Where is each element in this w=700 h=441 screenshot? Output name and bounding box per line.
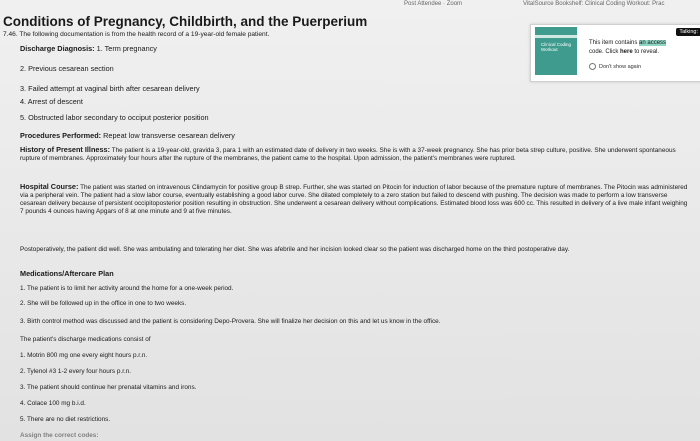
- diagnosis-1: 1. Term pregnancy: [96, 44, 157, 53]
- plan-3: 3. Birth control method was discussed and the patient is considering Depo-Provera. She will finalize her decision on this and let us know in the office.: [20, 318, 441, 325]
- med-2: 2. Tylenol #3 1-2 every four hours p.r.n.: [20, 368, 132, 375]
- popup-message-line1: [589, 40, 666, 46]
- intro-text: The following documentation is from the health record of a 19-year-old female patient.: [19, 31, 270, 38]
- meds-heading: Medications/Aftercare Plan: [20, 269, 114, 278]
- access-code-popup: [530, 24, 700, 82]
- course-paragraph: [20, 183, 692, 216]
- procedures-label: Procedures Performed:: [20, 131, 102, 140]
- hpi-label: History of Present Illness:: [20, 145, 111, 154]
- med-3: 3. The patient should continue her prenatal vitamins and irons.: [20, 384, 197, 391]
- diagnosis-5: 5. Obstructed labor secondary to occiput posterior position: [20, 113, 209, 122]
- hpi-paragraph: [20, 146, 692, 163]
- assign-codes: Assign the correct codes:: [20, 432, 99, 439]
- popup-message-text: This item contains: [589, 40, 640, 46]
- dont-show-label: Don't show again: [599, 63, 642, 70]
- discharge-label: Discharge Diagnosis:: [20, 44, 95, 53]
- med-1: 1. Motrin 800 mg one every eight hours p.r.n.: [20, 352, 148, 359]
- zoom-label: Post Attendee · Zoom: [404, 1, 463, 7]
- med-5: 5. There are no diet restrictions.: [20, 416, 111, 423]
- course-text: The patient was started on intravenous Clindamycin for positive group B strep. Further, she was started on Pitocin for induction of labor because of the premature rupture of membranes. The Pitocin was administered via a peripheral vein. The patient had a slow labor course, eventually establishing a good labor curve. She dilated completely to a zero station but failed to descend with pushing. The decision was made to perform a low transverse cesarean delivery because of persistent occipitoposterior position resulting in obstruction. She underwent a cesarean delivery without complications. Estimated blood loss was 600 cc. This resulted in delivery of a live male infant weighing 7 pounds 4 ounces having Apgars of 8 at one minute and 9 at five minutes.: [20, 184, 688, 215]
- dont-show-again-checkbox[interactable]: [589, 63, 641, 70]
- checkbox-circle-icon[interactable]: [589, 63, 596, 70]
- talking-indicator: Talking:: [676, 28, 700, 36]
- question-number: 7.46.: [3, 31, 18, 38]
- procedures-text: Repeat low transverse cesarean delivery: [103, 131, 235, 140]
- diagnosis-2: 2. Previous cesarean section: [20, 64, 114, 73]
- popup-reveal-text: to reveal.: [632, 49, 660, 55]
- top-bar: [0, 0, 700, 9]
- med-4: 4. Colace 100 mg b.i.d.: [20, 400, 86, 407]
- popup-message-line2: [589, 49, 659, 55]
- page-title: Conditions of Pregnancy, Childbirth, and the Puerperium: [3, 14, 368, 29]
- meds-intro: The patient's discharge medications consist of: [20, 336, 151, 343]
- book-cover-thumbnail: [535, 27, 577, 75]
- diagnosis-3: 3. Failed attempt at vaginal birth after cesarean delivery: [20, 84, 200, 93]
- question-intro: [3, 31, 269, 38]
- hpi-text: The patient is a 19-year-old, gravida 3, para 1 with an estimated date of delivery in two weeks. She is with a 37-week pregnancy. She has prior beta strep culture, positive. She underwent spontaneous rupture of membranes. Approximately four hours after the rupture of the membranes, the patient came to the hospital. Upon admission, the patient's membranes were ruptured.: [20, 147, 676, 162]
- procedures: [20, 131, 235, 140]
- postop-paragraph: Postoperatively, the patient did well. She was ambulating and tolerating her diet. She was afebrile and her incision looked clear so the patient was discharged home on the third postoperative day.: [20, 246, 570, 253]
- vitalsource-tab[interactable]: VitalSource Bookshelf: Clinical Coding Workout: Prac: [523, 1, 665, 7]
- book-cover-stripe: [535, 35, 577, 38]
- popup-code-text: code. Click: [589, 49, 621, 55]
- reveal-link[interactable]: here: [620, 49, 633, 55]
- diagnosis-4: 4. Arrest of descent: [20, 97, 83, 106]
- course-label: Hospital Course:: [20, 182, 79, 191]
- plan-2: 2. She will be followed up in the office in one to two weeks.: [20, 300, 187, 307]
- plan-1: 1. The patient is to limit her activity around the home for a one-week period.: [20, 285, 234, 292]
- book-cover-label: Clinical Coding Workout: [541, 42, 572, 52]
- discharge-diagnosis: [20, 44, 157, 53]
- popup-message-highlight: an access: [639, 40, 667, 46]
